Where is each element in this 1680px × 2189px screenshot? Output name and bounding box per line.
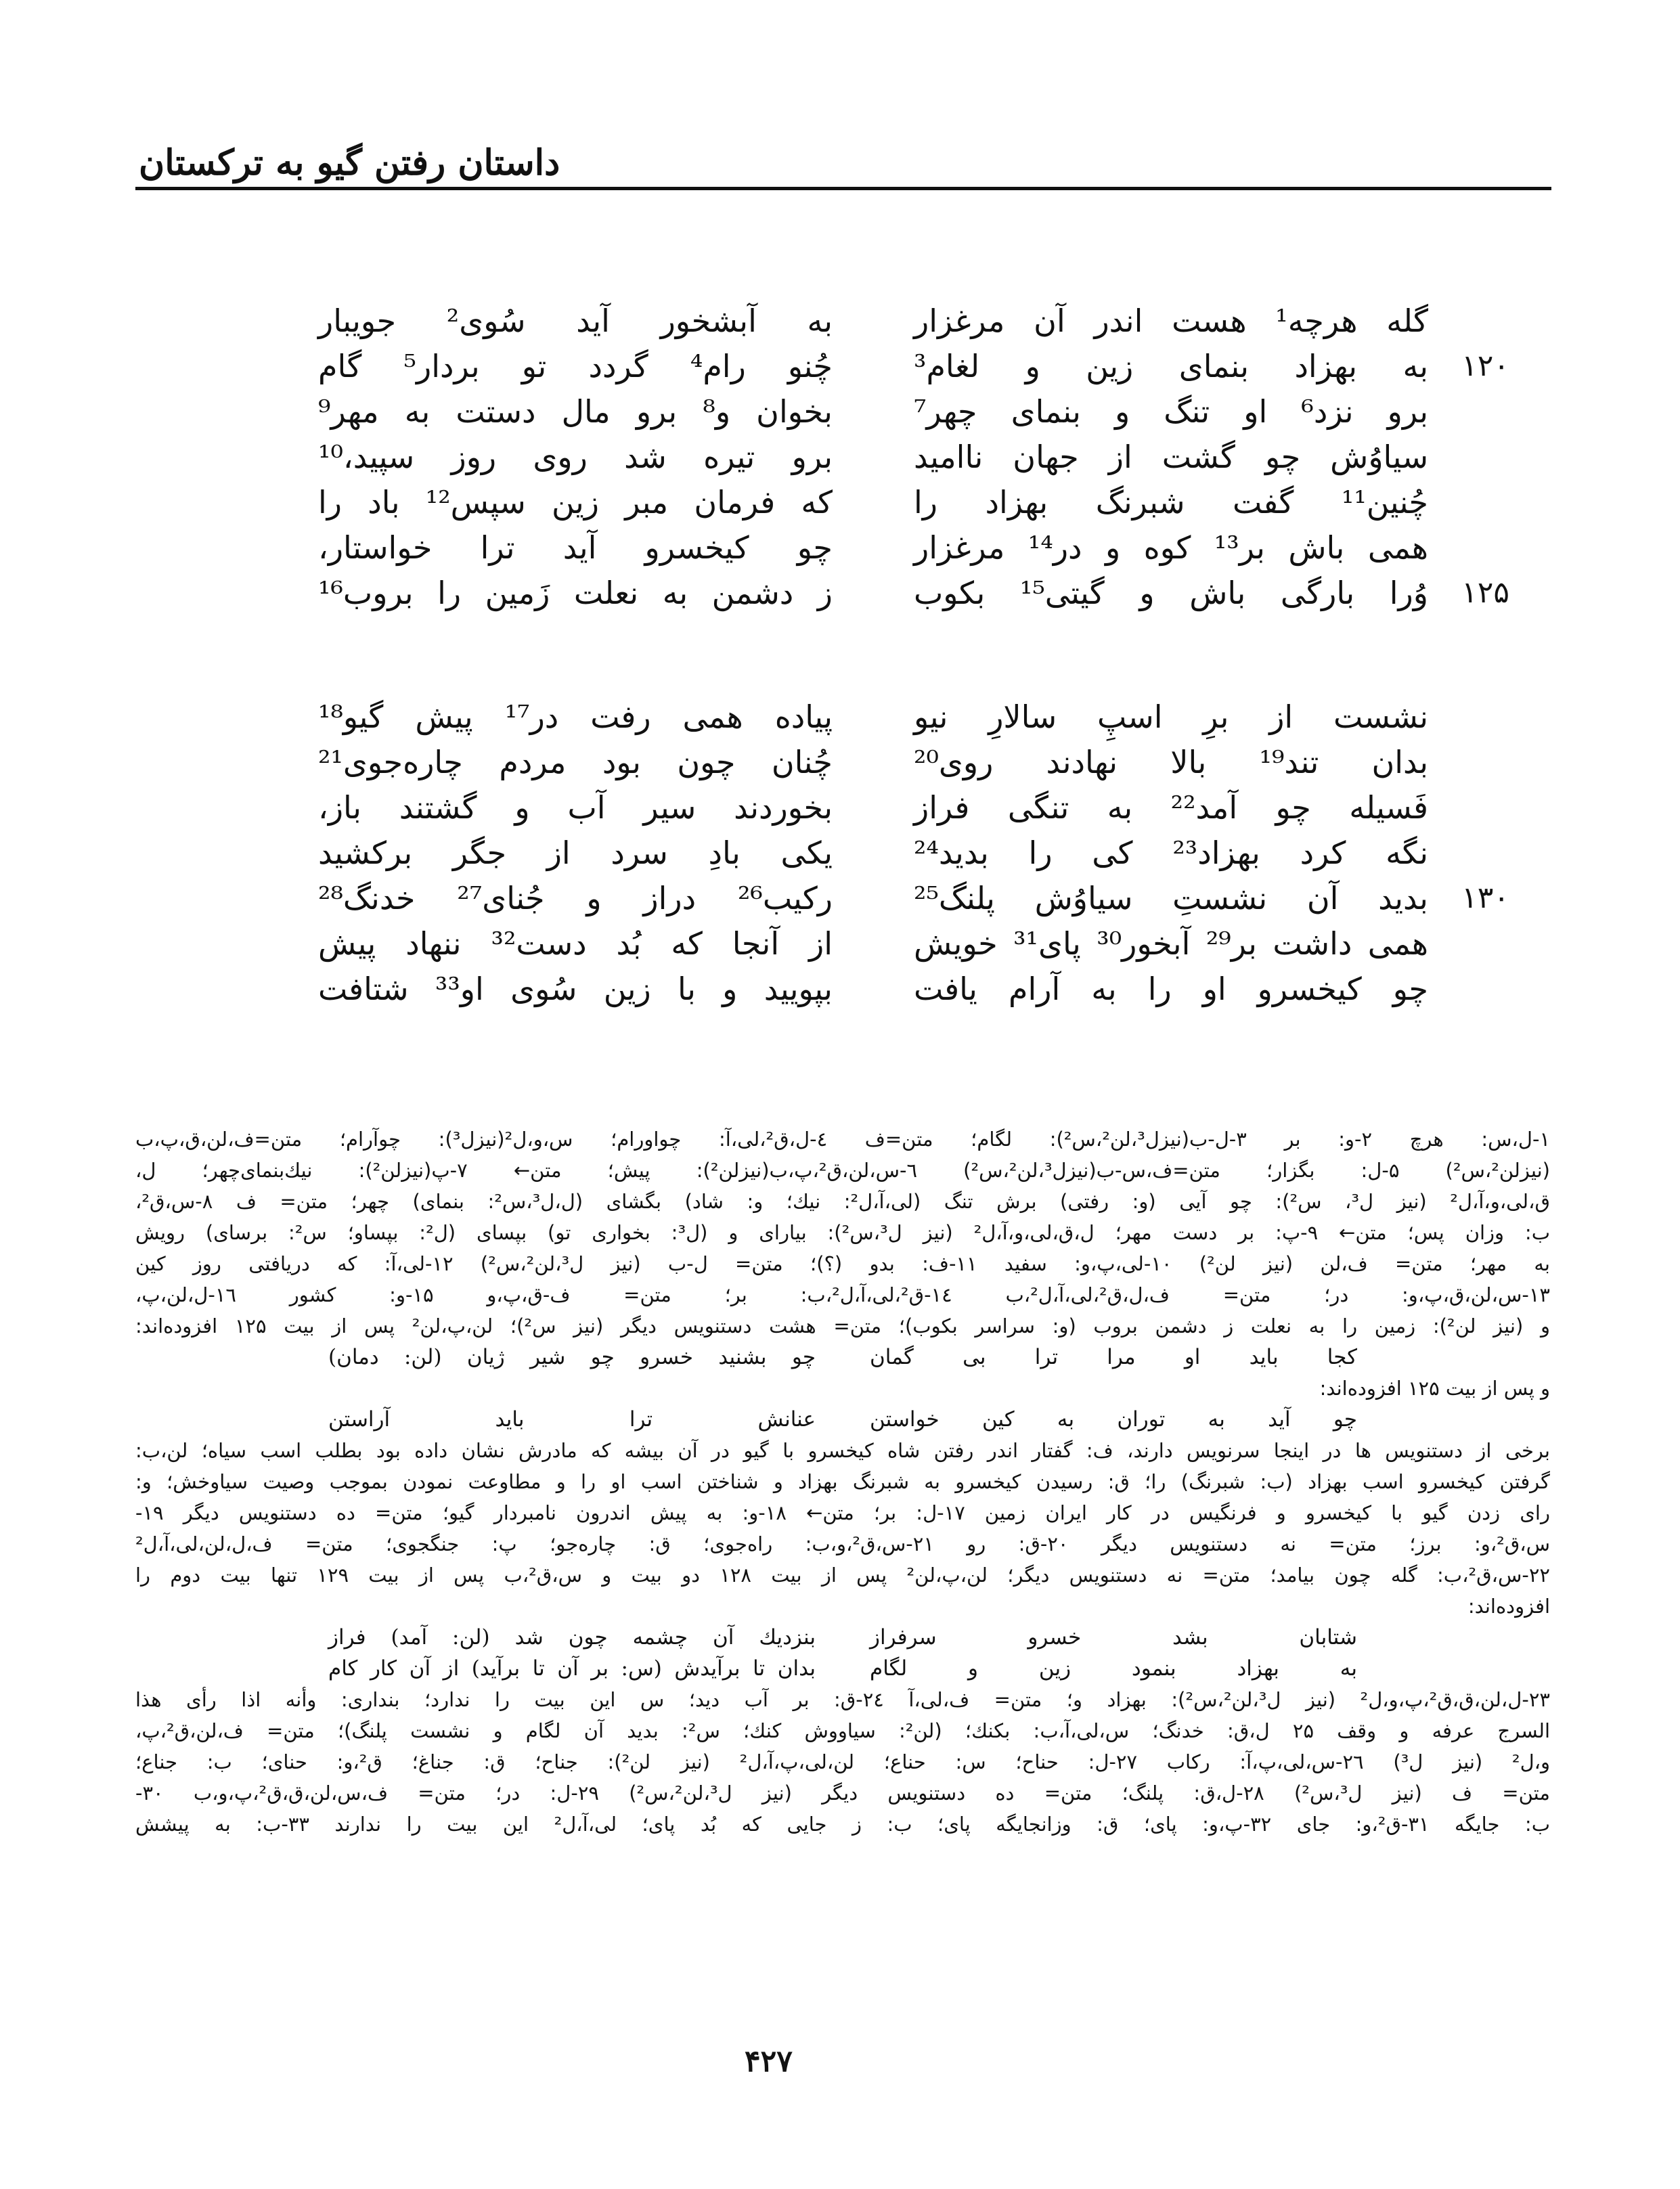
hemistich-left: رکیب²⁶ دراز و جُنای²⁷ خدنگ²⁸ — [318, 879, 833, 916]
header-divider — [135, 187, 1551, 190]
critical-apparatus-footnotes — [135, 1124, 1550, 1871]
hemistich-left: که فرمان مبر زین سپس¹² باد را — [318, 483, 833, 521]
footnote-line: ۱-ل،س: هرچ ۲-و: بر ۳-ل-ب(نیزل³،لن²،س²): لگام؛ متن=ف ٤-ل،ق²،لی،آ: چواورام؛ س،و،ل²(نیزل³): چوآرام؛ متن=ف،لن،ق،پ،ب — [135, 1128, 1550, 1151]
footnote-label: و پس از بیت ۱۲۵ افزوده‌اند: — [1319, 1377, 1550, 1400]
hemistich-right: کجا باید او مرا ترا بی گمان — [870, 1345, 1357, 1369]
hemistich-right: به بهزاد بنمود زین و لگام — [870, 1656, 1357, 1681]
footnote-line: گرفتن کیخسرو اسب بهزاد (ب: شبرنگ) را؛ ق: رسیدن کیخسرو به شبرنگ بهزاد و شناختن اسب او را و مطاوعت نمودن بموجب وصیت سیاوخش؛ و: — [135, 1470, 1550, 1493]
footnote-line: و (نیز لن²): زمین را به نعلت ز دشمن بروب (و: سراسر بکوب)؛ متن= هشت دستنویس دیگر (نیز س²)؛ لن،پ،لن² پس از بیت ۱۲۵ افزوده‌اند: — [135, 1314, 1550, 1337]
hemistich-right: به بهزاد بنمای زین و لغام³ — [914, 347, 1428, 384]
footnote-line: رای زدن گیو با کیخسرو و فرنگیس در کار ایران زمین ۱۷-ل: بر؛ متن← ۱۸-و: به پیش اندرون نامبردار گیو؛ متن= ده دستنویس دیگر ۱۹- — [135, 1501, 1550, 1524]
footnote-line: ب: جایگه ۳۱-ق²،و: جای ۳۲-پ،و: پای؛ ق: وزانجایگه پای؛ ب: ز جایی که بُد پای؛ لی،آ،ل² این بیت را ندارند ۳۳-ب: به پیشش — [135, 1813, 1550, 1836]
page-header-title: داستان رفتن گیو به ترکستان — [139, 142, 560, 183]
footnote-line: ۲۲-س،ق²،ب: گله چون بیامد؛ متن= نه دستنویس دیگر؛ لن،پ،لن² پس از بیت ۱۲۸ دو بیت و س،ق²،ب پس از بیت ۱۲۹ تنها بیت دوم را — [135, 1564, 1550, 1587]
hemistich-right: نگه کرد بهزاد²³ کی را بدید²⁴ — [914, 834, 1429, 871]
footnote-line: متن= ف (نیز ل³،س²) ۲۸-ل،ق: پلنگ؛ متن= ده دستنویس دیگر (نیز ل³،لن²،س²) ۲۹-ل: در؛ متن= ف،س،لن،ق،ق²،پ،و،ب ۳۰- — [135, 1782, 1550, 1805]
hemistich-left: چُنو رام⁴ گردد تو بردار⁵ گام — [318, 347, 833, 384]
hemistich-left: بپویید و با زین سُوی او³³ شتافت — [318, 970, 833, 1007]
hemistich-left: ز دشمن به نعلت زَمین را بروب¹⁶ — [318, 574, 833, 611]
footnote-label: افزوده‌اند: — [1467, 1595, 1550, 1618]
footnote-added-verse — [135, 1622, 1550, 1653]
hemistich-right: بدان تند¹⁹ بالا نهادند روی²⁰ — [914, 743, 1428, 780]
footnote-line: و،ل² (نیز ل³) ۲٦-س،لی،پ،آ: رکاب ۲۷-ل: حناح؛ س: حناع؛ لن،لی،پ،آ،ل² (نیز لن²): جناح؛ ق: جناغ؛ ق²،و: حنای؛ ب: جناع؛ — [135, 1750, 1550, 1773]
hemistich-left: چو بشنید خسرو چو شیر ژیان (لن: دمان) — [328, 1345, 816, 1369]
hemistich-right: وُرا بارگی باش و گیتی¹⁵ بکوب — [914, 574, 1428, 611]
hemistich-left: چُنان چون بود مردم چاره‌جوی²¹ — [318, 743, 833, 780]
footnote-line: ۱۳-س،لن،ق،پ،و: در؛ متن= ف،ل،ق²،لی،آ،ل²،ب ۱٤-ق²،لی،آ،ل²،ب: بر؛ متن= ف-ق،پ،و ۱۵-و: کشور ۱٦-ل،لن،پ، — [135, 1283, 1550, 1306]
footnote-line: ب: وزان پس؛ متن← ۹-پ: بر دست مهر؛ ل،ق،لی،و،آ،ل² (نیز ل³،س²): بیارای و (ل³: بخواری تو) بپسای (ل²: بپساو؛ س²: برسای) رویش — [135, 1221, 1550, 1244]
hemistich-left: بخوان و⁸ برو مال دستت به مهر⁹ — [318, 393, 833, 430]
couplet — [244, 875, 1509, 921]
hemistich-right: سیاوُش چو گشت از جهان ناامید — [914, 438, 1428, 475]
footnote-line: (نیزلن²،س²) ۵-ل: بگزار؛ متن=ف،س-ب(نیزل³،لن²،س²) ٦-س،لن،ق²،پ،ب(نیزلن²): پیش؛ متن← ۷-پ(نیزلن²): نیك‌بنمای‌چهر؛ ل، — [135, 1159, 1550, 1182]
hemistich-left: بدان تا برآیدش (س: بر آن تا برآید) از آن کار کام — [328, 1656, 816, 1681]
couplet — [244, 434, 1428, 479]
hemistich-left: برو تیره شد روی روز سپید،¹⁰ — [318, 438, 833, 475]
hemistich-right: چو آید به توران به کین خواستن — [870, 1407, 1357, 1432]
couplet — [244, 479, 1428, 525]
poem-stanza-1 — [244, 298, 1509, 615]
hemistich-right: چُنین¹¹ گفت شبرنگ بهزاد را — [914, 483, 1428, 521]
hemistich-left: چو کیخسرو آید ترا خواستار، — [318, 529, 833, 566]
footnote-line: به مهر؛ متن= ف،لن (نیز لن²) ۱۰-لی،پ،و: سفید ۱۱-ف: بدو (؟)؛ متن= ل-ب (نیز ل³،لن²،س²) ۱۲-لی،آ: که دریافتی روز کین — [135, 1252, 1550, 1275]
couplet — [244, 694, 1428, 739]
hemistich-right: بدید آن نشستِ سیاوُش پلنگ²⁵ — [914, 879, 1428, 916]
poem-stanza-2 — [244, 694, 1509, 1011]
hemistich-left: بخوردند سیر آب و گشتند باز، — [318, 789, 833, 826]
couplet — [244, 298, 1428, 343]
footnote-added-verse — [135, 1404, 1550, 1435]
hemistich-left: پیاده همی رفت در¹⁷ پیش گیو¹⁸ — [318, 698, 833, 735]
hemistich-left: از آنجا که بُد دست³² ننهاد پیش — [318, 925, 833, 962]
hemistich-right: شتابان بشد خسرو سرفراز — [870, 1625, 1357, 1650]
footnote-line: برخی از دستنویس ها در اینجا سرنویس دارند، ف: گفتار اندر رفتن شاه کیخسرو با گیو در آن بیشه که مادرش نشان داده بود بطلب اسب سیاه؛ لن،ب: — [135, 1439, 1550, 1462]
footnote-added-verse — [135, 1653, 1550, 1684]
verse-number: ۱۲۰ — [1461, 349, 1509, 383]
hemistich-right: فَسیله چو آمد²² به تنگی فراز — [914, 789, 1429, 826]
hemistich-left: یکی بادِ سرد از جگر برکشید — [318, 834, 833, 871]
verse-number: ۱۳۰ — [1461, 881, 1509, 915]
footnote-line — [135, 1840, 1550, 1871]
hemistich-left: عنانش ترا باید آراستن — [328, 1407, 816, 1432]
couplet — [244, 739, 1428, 784]
couplet — [244, 389, 1428, 434]
hemistich-left: به آبشخور آید سُوی² جویبار — [318, 302, 833, 339]
hemistich-right: همی باش بر¹³ کوه و در¹⁴ مرغزار — [914, 529, 1429, 566]
footnote-line: ۲۳-ل،لن،ق،ق²،پ،و،ل² (نیز ل³،لن²،س²): بهزاد و؛ متن= ف،لی،آ ۲٤-ق: بر آب دید؛ س این بیت را ندارد؛ بنداری: وأنه اذا رأى هذا — [135, 1688, 1550, 1711]
hemistich-right: نشست از برِ اسپِ سالارِ نیو — [914, 698, 1428, 735]
couplet — [244, 784, 1428, 830]
hemistich-right: همی داشت بر²⁹ آبخور³⁰ پای³¹ خویش — [914, 925, 1428, 962]
verse-number: ۱۲۵ — [1461, 575, 1509, 610]
hemistich-right: چو کیخسرو او را به آرام یافت — [914, 970, 1428, 1007]
hemistich-right: برو نزد⁶ او تنگ و بنمای چهر⁷ — [914, 393, 1428, 430]
couplet — [244, 921, 1428, 966]
hemistich-right: گله هرچه¹ هست اندر آن مرغزار — [914, 302, 1428, 339]
footnote-line: س،ق²،و: برز؛ متن= نه دستنویس دیگر ۲۰-ق: رو ۲۱-س،ق²،و،ب: راه‌جوی؛ ق: چاره‌جو؛ پ: جنگجوی؛ متن= ف،ل،لن،لی،آ،ل² — [135, 1532, 1550, 1555]
couplet — [244, 343, 1509, 389]
page-number: ۴۲۷ — [745, 2044, 793, 2079]
couplet — [244, 570, 1509, 615]
couplet — [244, 830, 1428, 875]
couplet — [244, 525, 1428, 570]
hemistich-left: بنزدیك آن چشمه چون شد (لن: آمد) فراز — [328, 1625, 816, 1650]
couplet — [244, 966, 1428, 1011]
footnote-added-verse — [135, 1342, 1550, 1373]
footnote-line: ق،لی،و،آ،ل² (نیز ل³، س²): چو آیی (و: رفتی) برش تنگ (لی،آ،ل²: نیك؛ و: شاد) بگشای (ل،ل³،س²: بنمای) چهر؛ متن= ف ۸-س،ق²، — [135, 1190, 1550, 1213]
footnote-line: السرج عرفه و وقف ۲۵ ل،ق: خدنگ؛ س،لی،آ،ب: بکنك؛ (لن²: سیاووش کنك؛ س²: بدید آن لگام و نشست پلنگ)؛ متن= ف،لن،ق²،پ، — [135, 1719, 1550, 1742]
